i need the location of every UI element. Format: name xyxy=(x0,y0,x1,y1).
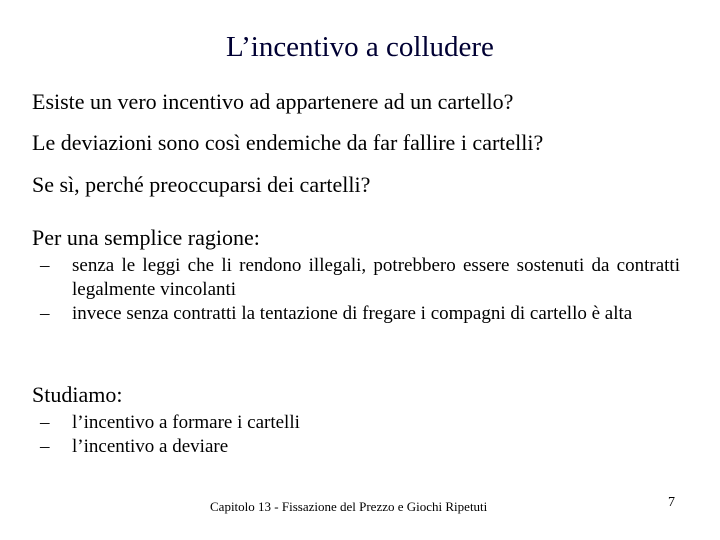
bullet-text: l’incentivo a deviare xyxy=(72,436,229,457)
page-number: 7 xyxy=(668,495,675,510)
paragraph-question-2: Le deviazioni sono così endemiche da far fallire i cartelli? xyxy=(32,130,544,155)
bullet-dash: – xyxy=(40,412,50,433)
study-bullet-list xyxy=(40,411,680,459)
bullet-text: senza le leggi che li rendono illegali, potrebbero essere sostenuti da contratti legalmente vincolanti xyxy=(72,255,680,300)
bullet-dash: – xyxy=(40,436,50,457)
bullet-dash: – xyxy=(40,303,50,324)
list-item xyxy=(40,435,680,459)
paragraph-study-heading: Studiamo: xyxy=(32,382,123,407)
bullet-dash: – xyxy=(40,255,50,276)
slide-footer: Capitolo 13 - Fissazione del Prezzo e Giochi Ripetuti xyxy=(210,499,488,514)
reason-bullet-list xyxy=(40,254,680,326)
list-item xyxy=(40,411,680,435)
slide-title: L’incentivo a colludere xyxy=(226,31,494,63)
list-item xyxy=(40,302,680,326)
bullet-text: l’incentivo a formare i cartelli xyxy=(72,412,300,433)
bullet-text: invece senza contratti la tentazione di fregare i compagni di cartello è alta xyxy=(72,303,633,324)
list-item xyxy=(40,254,680,302)
paragraph-reason-heading: Per una semplice ragione: xyxy=(32,225,260,250)
paragraph-question-1: Esiste un vero incentivo ad appartenere ad un cartello? xyxy=(32,89,514,114)
paragraph-question-3: Se sì, perché preoccuparsi dei cartelli? xyxy=(32,172,371,197)
